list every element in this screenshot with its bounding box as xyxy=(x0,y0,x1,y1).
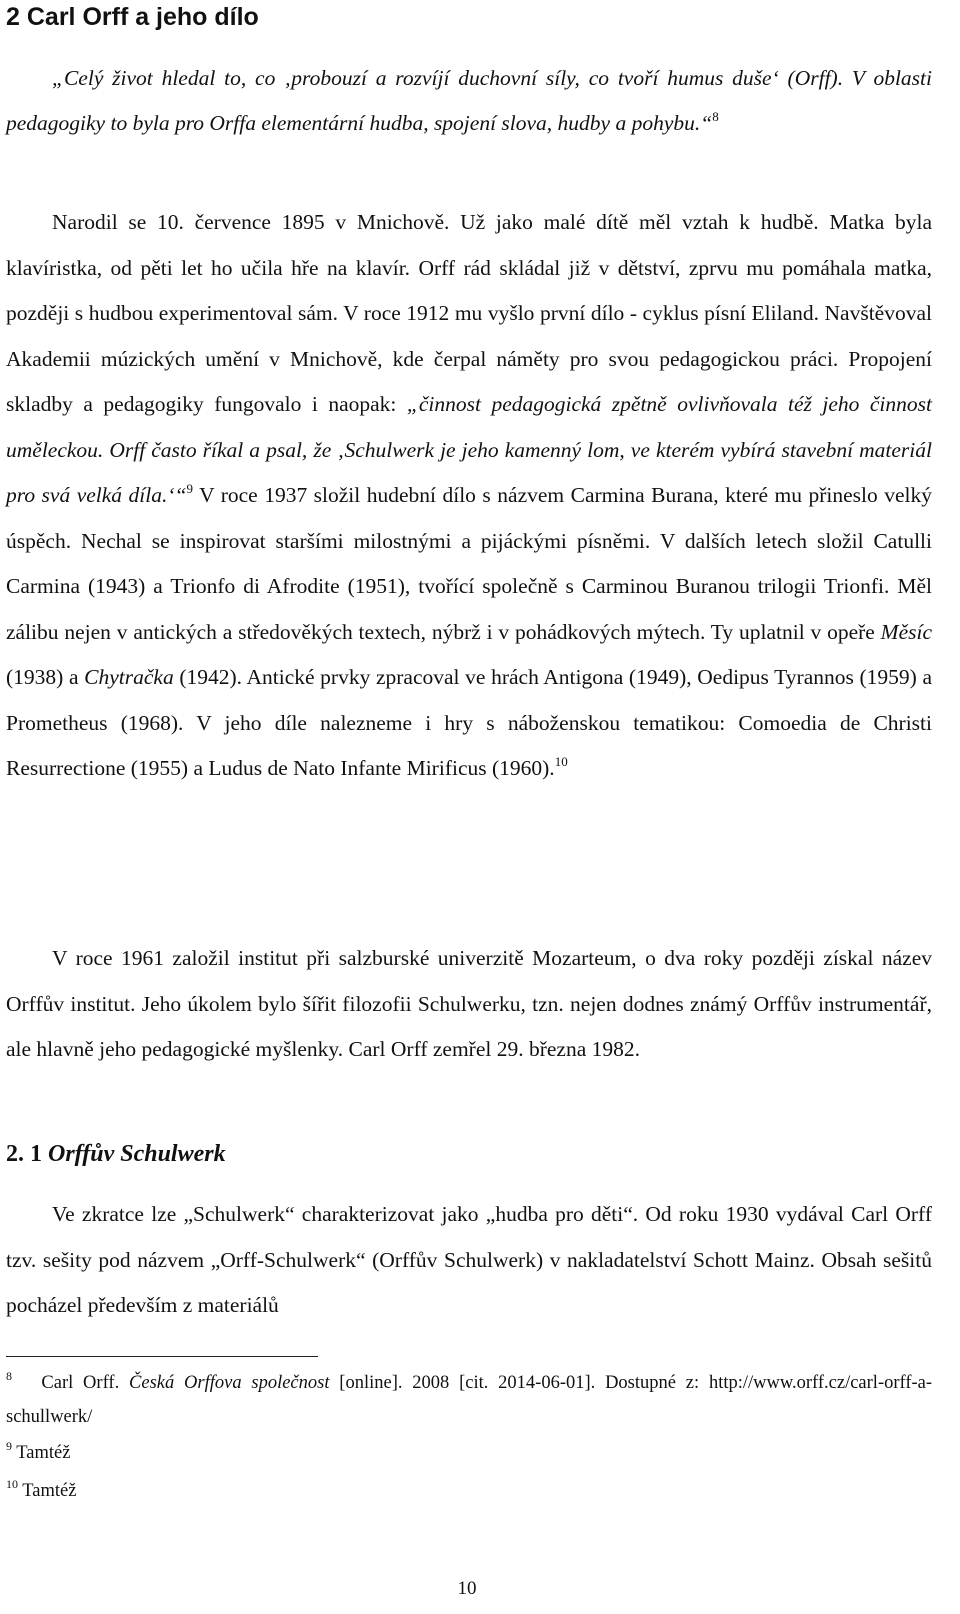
footnote-text: [online]. 2008 [cit. 2014-06-01]. Dostupné z: xyxy=(339,1373,700,1393)
section-heading xyxy=(6,1136,226,1172)
footnote-9 xyxy=(6,1434,932,1472)
opera-title-mesic: Měsíc xyxy=(880,619,933,644)
footnote-number: 8 xyxy=(6,1369,12,1383)
chapter-title: Carl Orff a jeho dílo xyxy=(26,3,259,31)
footnote-text: Carl Orff. xyxy=(41,1373,120,1393)
biography-text-4: (1942). Antické prvky zpracoval ve hrách Antigona (1949), Oedipus Tyrannos (1959) a Prometheus (1968). V jeho díle nalezneme i hry s náboženskou tematikou: Comoedia de Christi Resurrectione (1955) a Ludus de Nato Infante Mirificus (1960). xyxy=(6,665,932,780)
schulwerk-paragraph: Ve zkratce lze „Schulwerk“ charakterizovat jako „hudba pro děti“. Od roku 1930 vydával Carl Orff tzv. sešity pod názvem „Orff-Schulwerk“ (Orffův Schulwerk) v nakladatelství Schott Mainz. Obsah sešitů pocházel především z materiálů xyxy=(6,1202,932,1317)
page-number: 10 xyxy=(457,1578,477,1599)
chapter-heading xyxy=(6,0,259,34)
footnote-ref-9[interactable]: 9 xyxy=(186,481,193,496)
footnote-divider xyxy=(6,1356,318,1357)
footnote-number: 9 xyxy=(6,1439,12,1453)
biography-text-1: Narodil se 10. července 1895 v Mnichově. Už jako malé dítě měl vztah k hudbě. Matka byla klavíristka, od pěti let ho učila hře na klavír. Orff rád skládal již v dětství, zprvu mu pomáhala matka, později s hudbou experimentoval sám. V roce 1912 mu vyšlo první dílo - cyklus písní Eliland. Navštěvoval Akademii múzických umění v Mnichově, kde čerpal náměty pro svou pedagogickou práci. Propojení skladby a pedagogiky fungovalo i naopak: xyxy=(6,210,932,416)
footnote-10 xyxy=(6,1472,932,1510)
footnote-text: Tamtéž xyxy=(16,1443,71,1463)
footnote-ref-10[interactable]: 10 xyxy=(554,754,568,769)
footnote-text: Tamtéž xyxy=(22,1481,77,1501)
opera-title-chytracka: Chytračka xyxy=(84,665,174,689)
footnote-url-link[interactable]: http://www.orff.cz/carl-orff-a-schullwerk/ xyxy=(6,1373,933,1427)
institute-paragraph: V roce 1961 založil institut při salzburské univerzitě Mozarteum, o dva roky později získal název Orffův institut. Jeho úkolem bylo šířit filozofii Schulwerku, tzn. nejen dodnes známý Orffův instrumentář, ale hlavně jeho pedagogické myšlenky. Carl Orff zemřel 29. března 1982. xyxy=(6,946,932,1061)
footnotes xyxy=(6,1366,932,1510)
footnote-8 xyxy=(6,1366,932,1434)
biography-text-3: (1938) a xyxy=(6,665,79,689)
footnote-number: 10 xyxy=(6,1477,18,1491)
section-number: 2. 1 xyxy=(6,1141,42,1167)
biography-quote: „činnost pedagogická zpětně ovlivňovala též jeho činnost uměleckou. Orff často říkal a psal, že ‚Schulwerk je jeho kamenný lom, ve kterém vybírá stavební materiál pro svá velká díla.‘“ xyxy=(6,392,932,507)
biography-paragraph xyxy=(6,200,932,792)
section-title: Orffův Schulwerk xyxy=(48,1141,226,1167)
biography-text-2: V roce 1937 složil hudební dílo s názvem Carmina Burana, které mu přineslo velký úspěch. Nechal se inspirovat staršími milostnými a pijáckými písněmi. V dalších letech složil Catulli Carmina (1943) a Trionfo di Afrodite (1951), tvořící společně s Carminou Buranou trilogii Trionfi. Měl zálibu nejen v antických a středověkých textech, nýbrž i v pohádkových mýtech. Ty uplatnil v opeře xyxy=(6,483,932,644)
intro-quote-text: „Celý život hledal to, co ‚probouzí a rozvíjí duchovní síly, co tvoří humus duše‘ (Orff). V oblasti pedagogiky to byla pro Orffa elementární hudba, spojení slova, hudby a pohybu.“ xyxy=(6,66,932,135)
footnote-source-title: Česká Orffova společnost xyxy=(129,1373,330,1393)
footnote-ref-8[interactable]: 8 xyxy=(712,109,719,124)
intro-quote xyxy=(6,56,932,146)
chapter-number: 2 xyxy=(6,3,20,31)
